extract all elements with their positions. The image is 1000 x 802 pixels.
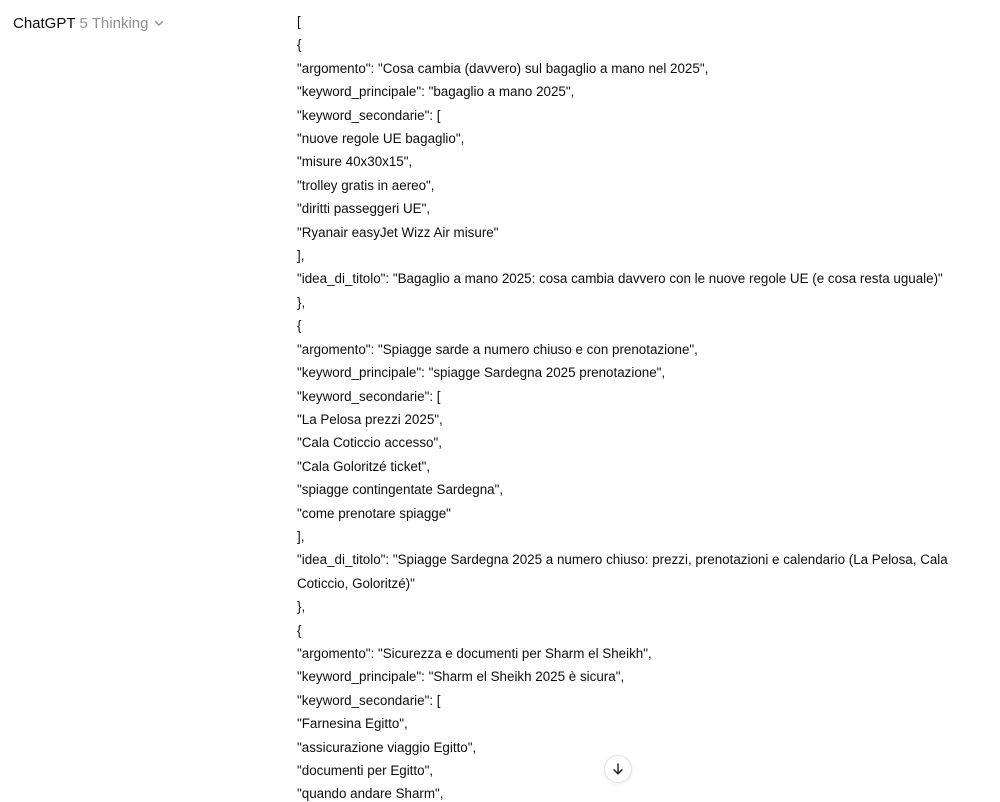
message-line: "assicurazione viaggio Egitto", xyxy=(297,739,477,755)
message-line: ], xyxy=(297,248,305,264)
message-line: { xyxy=(297,318,302,334)
assistant-message xyxy=(297,10,957,802)
message-line: "spiagge contingentate Sardegna", xyxy=(297,482,504,498)
message-line: "keyword_secondarie": [ xyxy=(297,388,441,404)
message-line: "nuove regole UE bagaglio", xyxy=(297,131,465,147)
message-line: { xyxy=(297,37,302,53)
message-line: ], xyxy=(297,528,305,544)
message-line: "keyword_principale": "spiagge Sardegna 2025 prenotazione", xyxy=(297,365,666,381)
message-line: "keyword_secondarie": [ xyxy=(297,107,441,123)
message-line: "idea_di_titolo": "Spiagge Sardegna 2025 a numero chiuso: prezzi, prenotazioni e calendario (La Pelosa, Cala Coticcio, Goloritzé)" xyxy=(297,552,952,591)
model-variant: 5 Thinking xyxy=(79,14,149,32)
message-line: [ xyxy=(297,14,301,29)
message-line: "diritti passeggeri UE", xyxy=(297,201,431,217)
message-line: "keyword_secondarie": [ xyxy=(297,692,441,708)
message-line: "come prenotare spiagge" xyxy=(297,505,451,521)
message-line: }, xyxy=(297,294,306,310)
chevron-down-icon xyxy=(153,17,165,29)
arrow-down-icon xyxy=(611,762,625,776)
message-line: { xyxy=(297,622,302,638)
message-line: "Ryanair easyJet Wizz Air misure" xyxy=(297,224,499,240)
message-line: "Farnesina Egitto", xyxy=(297,716,408,732)
message-line: "Cala Coticcio accesso", xyxy=(297,435,442,451)
model-switcher-button[interactable] xyxy=(13,12,165,34)
message-line: "quando andare Sharm", xyxy=(297,786,444,802)
message-line: }, xyxy=(297,599,306,615)
model-name: ChatGPT xyxy=(13,14,76,32)
message-line: "argomento": "Cosa cambia (davvero) sul bagaglio a mano nel 2025", xyxy=(297,60,709,76)
message-line: "keyword_principale": "bagaglio a mano 2025", xyxy=(297,84,575,100)
message-line: "Cala Goloritzé ticket", xyxy=(297,458,431,474)
message-line: "misure 40x30x15", xyxy=(297,154,413,170)
scroll-to-bottom-button[interactable] xyxy=(604,755,632,783)
message-line: "idea_di_titolo": "Bagaglio a mano 2025: cosa cambia davvero con le nuove regole UE (e cosa resta uguale)" xyxy=(297,271,943,287)
message-line: "argomento": "Spiagge sarde a numero chiuso e con prenotazione", xyxy=(297,341,698,357)
message-line: "argomento": "Sicurezza e documenti per Sharm el Sheikh", xyxy=(297,645,652,661)
message-line: "La Pelosa prezzi 2025", xyxy=(297,411,443,427)
message-line: "trolley gratis in aereo", xyxy=(297,177,435,193)
message-line: "documenti per Egitto", xyxy=(297,763,434,778)
message-line: "keyword_principale": "Sharm el Sheikh 2025 è sicura", xyxy=(297,669,625,685)
